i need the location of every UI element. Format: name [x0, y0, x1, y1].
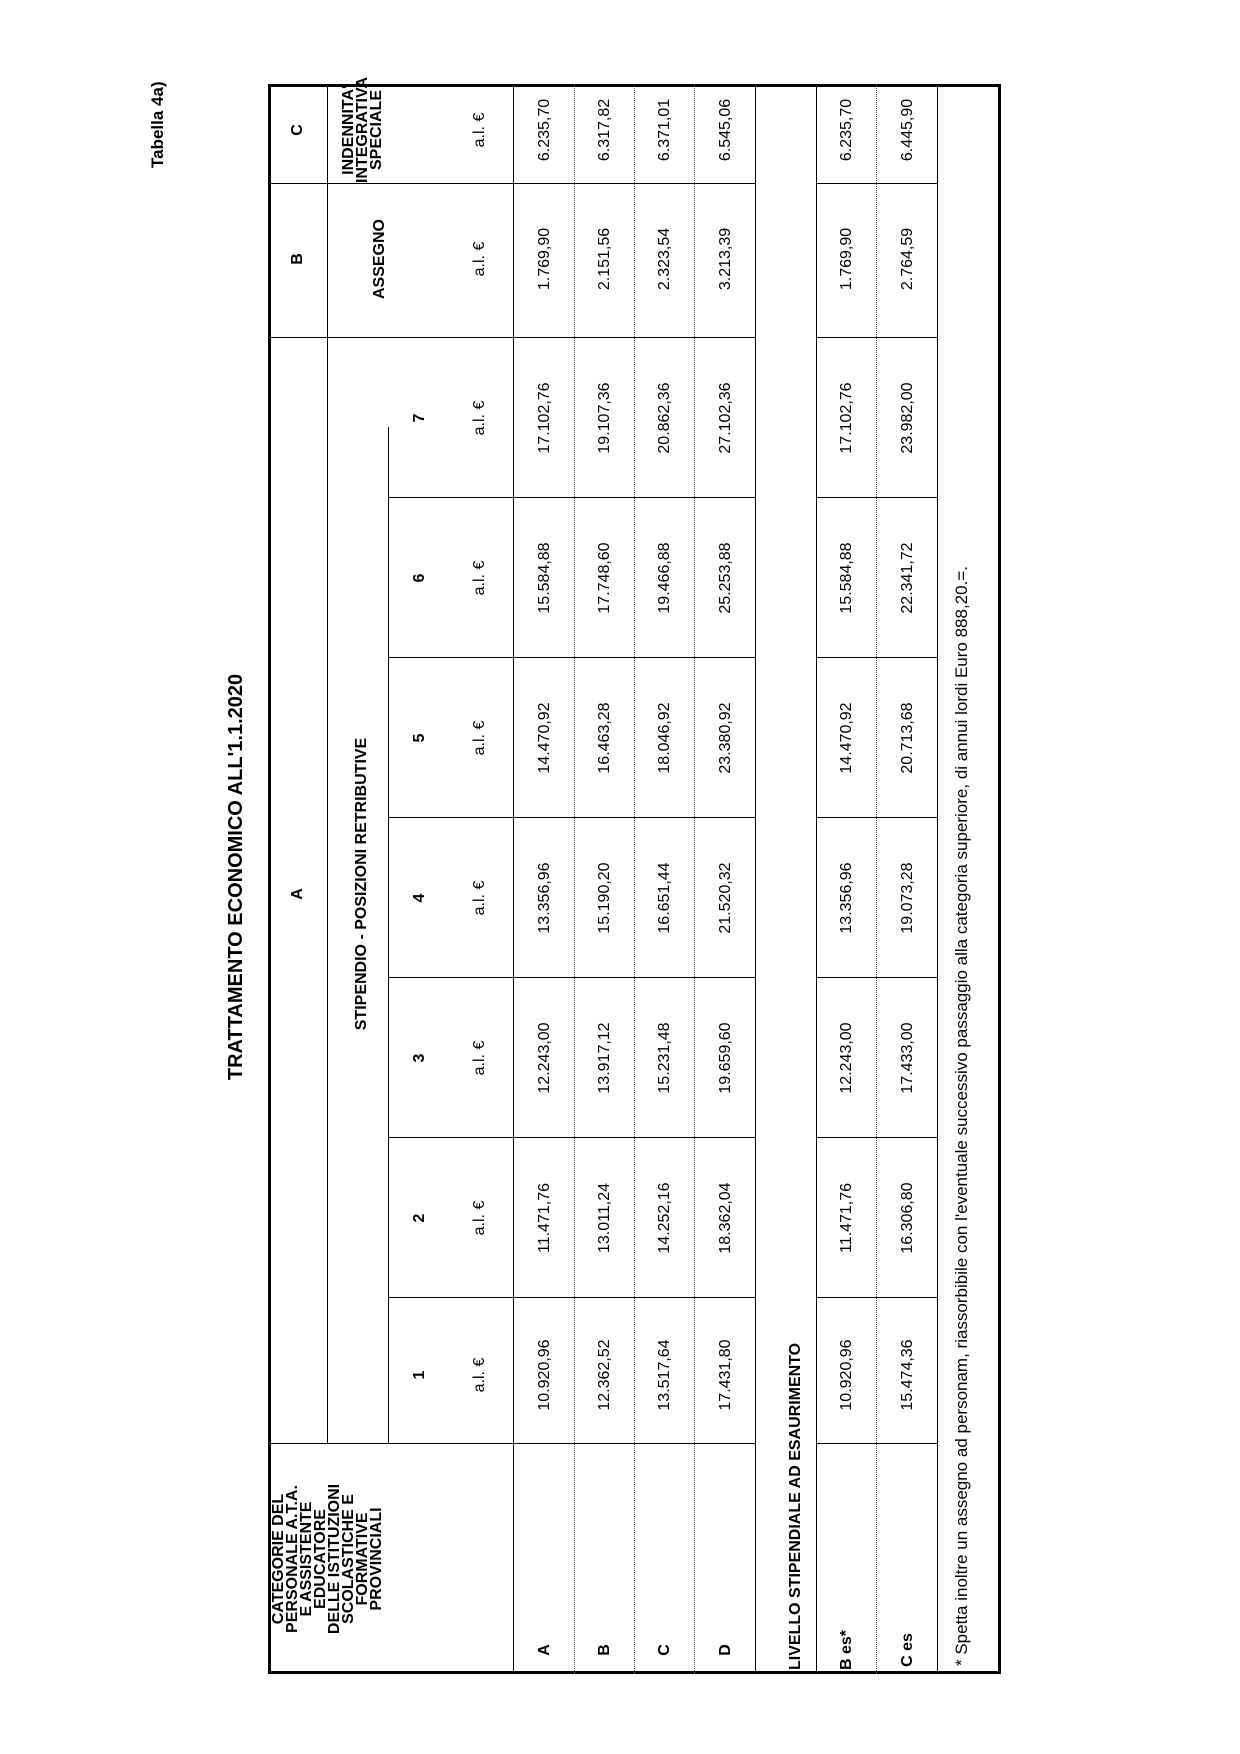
table-row-category: D	[717, 1644, 734, 1656]
table-row-cell: 15.231,48	[656, 1022, 673, 1094]
position-1-header: 1	[411, 1370, 428, 1380]
position-2-header: 2	[411, 1213, 428, 1223]
rule-col-b	[268, 337, 756, 338]
rule-row-ces	[937, 84, 938, 1674]
es-row-cell: 15.474,36	[899, 1339, 916, 1411]
group-c-header: C	[289, 124, 306, 136]
table-row-cell: 12.362,52	[596, 1339, 613, 1411]
unit-label-6: a.l. €	[471, 560, 488, 596]
es-row-cell: 2.764,59	[899, 227, 916, 291]
es-row-cell: 10.920,96	[838, 1339, 855, 1411]
table-row-cell: 27.102,36	[717, 382, 734, 454]
table-row-cell: 19.659,60	[717, 1022, 734, 1094]
es-row-cell: 20.713,68	[899, 702, 916, 774]
table-row-cell: 13.517,64	[656, 1339, 673, 1411]
table-row-cell: 12.243,00	[536, 1022, 553, 1094]
indennita-header: INDENNITA' INTEGRATIVA SPECIALE	[340, 76, 385, 184]
table-row-cell: 6.545,06	[717, 98, 734, 162]
es-row-cell: 17.102,76	[838, 382, 855, 454]
table-row-cell: 18.362,04	[717, 1182, 734, 1254]
rule-section	[816, 84, 817, 1674]
group-a-header: A	[289, 888, 306, 900]
table-row-cell: 2.151,56	[596, 227, 613, 291]
group-b-header: B	[289, 253, 306, 265]
es-row-cell: 14.470,92	[838, 702, 855, 774]
table-row-cell: 1.769,90	[536, 227, 553, 291]
section-label: LIVELLO STIPENDIALE AD ESAURIMENTO	[787, 1342, 804, 1670]
rule-col-c	[268, 183, 756, 184]
es-row-cell: 15.584,88	[838, 542, 855, 614]
rule-category-col-es	[816, 1443, 937, 1444]
rule-pos-5-6	[388, 657, 755, 658]
unit-label-4: a.l. €	[471, 880, 488, 916]
unit-label-2: a.l. €	[471, 1200, 488, 1236]
rule-pos-6-7	[388, 497, 755, 498]
unit-label-3: a.l. €	[471, 1040, 488, 1076]
table-row-cell: 16.463,28	[596, 702, 613, 774]
es-row-cell: 23.982,00	[899, 382, 916, 454]
table-row-cell: 25.253,88	[717, 542, 734, 614]
es-row-cell: 13.356,96	[838, 862, 855, 934]
table-row-cell: 17.431,80	[717, 1339, 734, 1411]
table-row-cell: 13.356,96	[536, 862, 553, 934]
table-row-category: C	[656, 1644, 673, 1656]
table-row-cell: 17.102,76	[536, 382, 553, 454]
table-row-cell: 19.466,88	[656, 542, 673, 614]
table-row-cell: 23.380,92	[717, 702, 734, 774]
rule-col-c-es	[816, 183, 937, 184]
position-6-header: 6	[411, 573, 428, 583]
position-3-header: 3	[411, 1053, 428, 1063]
rule-pos-4-5	[388, 817, 755, 818]
assegno-header: ASSEGNO	[371, 218, 388, 300]
table-row-cell: 13.011,24	[596, 1183, 613, 1253]
rule-row-b	[634, 84, 635, 1674]
table-reference: Tabella 4a)	[148, 81, 167, 168]
rule-col-b-es	[816, 337, 937, 338]
table-row-cell: 15.584,88	[536, 542, 553, 614]
unit-label-assegno: a.l. €	[471, 241, 488, 277]
table-row-category: B	[596, 1644, 613, 1656]
category-header: CATEGORIE DEL PERSONALE A.T.A. E ASSISTENTE EDUCATORE DELLE ISTITUZIONI SCOLASTICHE E FORMATIVE PROVINCIALI	[270, 1483, 385, 1635]
table-row-cell: 14.470,92	[536, 702, 553, 774]
unit-label-7: a.l. €	[471, 400, 488, 436]
rule-header-bottom	[513, 84, 514, 1674]
table-row-cell: 6.317,82	[596, 98, 613, 162]
table-row-cell: 15.190,20	[596, 862, 613, 934]
rule-row-a	[574, 84, 575, 1674]
es-row-cell: 19.073,28	[899, 862, 916, 934]
es-row-cell: 16.306,80	[899, 1182, 916, 1254]
table-row-cell: 2.323,54	[656, 227, 673, 291]
es-row-cell: 6.445,90	[899, 98, 916, 162]
table-row-cell: 17.748,60	[596, 542, 613, 614]
rule-row-bes	[876, 84, 877, 1674]
table-row-cell: 14.252,16	[656, 1182, 673, 1254]
position-4-header: 4	[411, 893, 428, 903]
table-row-cell: 20.862,36	[656, 382, 673, 454]
rule-pos-2-3-es	[816, 1137, 937, 1138]
table-row-cell: 10.920,96	[536, 1339, 553, 1411]
rule-pos-2-3	[388, 1137, 755, 1138]
table-row-cell: 19.107,36	[596, 382, 613, 454]
rule-pos-1-2	[388, 1297, 755, 1298]
position-7-header: 7	[411, 413, 428, 423]
unit-label-indennita: a.l. €	[471, 112, 488, 148]
page-title: TRATTAMENTO ECONOMICO ALL'1.1.2020	[225, 673, 247, 1081]
unit-label-1: a.l. €	[471, 1357, 488, 1393]
table-row-cell: 3.213,39	[717, 227, 734, 291]
rule-row-c	[694, 84, 695, 1674]
es-row-category: C es	[899, 1633, 916, 1667]
unit-label-5: a.l. €	[471, 720, 488, 756]
rule-pos-5-6-es	[816, 657, 937, 658]
es-row-cell: 6.235,70	[838, 98, 855, 162]
es-row-cell: 11.471,76	[838, 1183, 855, 1253]
table-row-cell: 6.371,01	[656, 98, 673, 162]
rule-pos-3-4	[388, 977, 755, 978]
stipendio-header: STIPENDIO - POSIZIONI RETRIBUTIVE	[353, 737, 370, 1031]
table-row-cell: 18.046,92	[656, 702, 673, 774]
table-row-cell: 6.235,70	[536, 98, 553, 162]
table-row-cell: 13.917,12	[596, 1022, 613, 1094]
table-row-cell: 16.651,44	[656, 862, 673, 934]
table-row-cell: 21.520,32	[717, 862, 734, 934]
table-row-cell: 11.471,76	[536, 1183, 553, 1253]
rule-row-d	[755, 84, 756, 1674]
rule-pos-6-7-es	[816, 497, 937, 498]
table-row-category: A	[536, 1644, 553, 1656]
rule-group-header	[327, 84, 328, 1444]
es-row-cell: 22.341,72	[899, 542, 916, 614]
rule-category-col	[268, 1443, 756, 1444]
rule-pos-1-2-es	[816, 1297, 937, 1298]
es-row-cell: 1.769,90	[838, 227, 855, 291]
es-row-cell: 17.433,00	[899, 1022, 916, 1094]
rule-stipendio-header	[388, 427, 389, 1444]
rule-pos-4-5-es	[816, 817, 937, 818]
es-row-category: B es*	[838, 1629, 855, 1671]
footnote: * Spetta inoltre un assegno ad personam, riassorbibile con l'eventuale successivo passaggio alla categoria superiore, di annui lordi Euro 888,20.=.	[952, 566, 971, 1666]
position-5-header: 5	[411, 733, 428, 743]
rule-pos-3-4-es	[816, 977, 937, 978]
es-row-cell: 12.243,00	[838, 1022, 855, 1094]
